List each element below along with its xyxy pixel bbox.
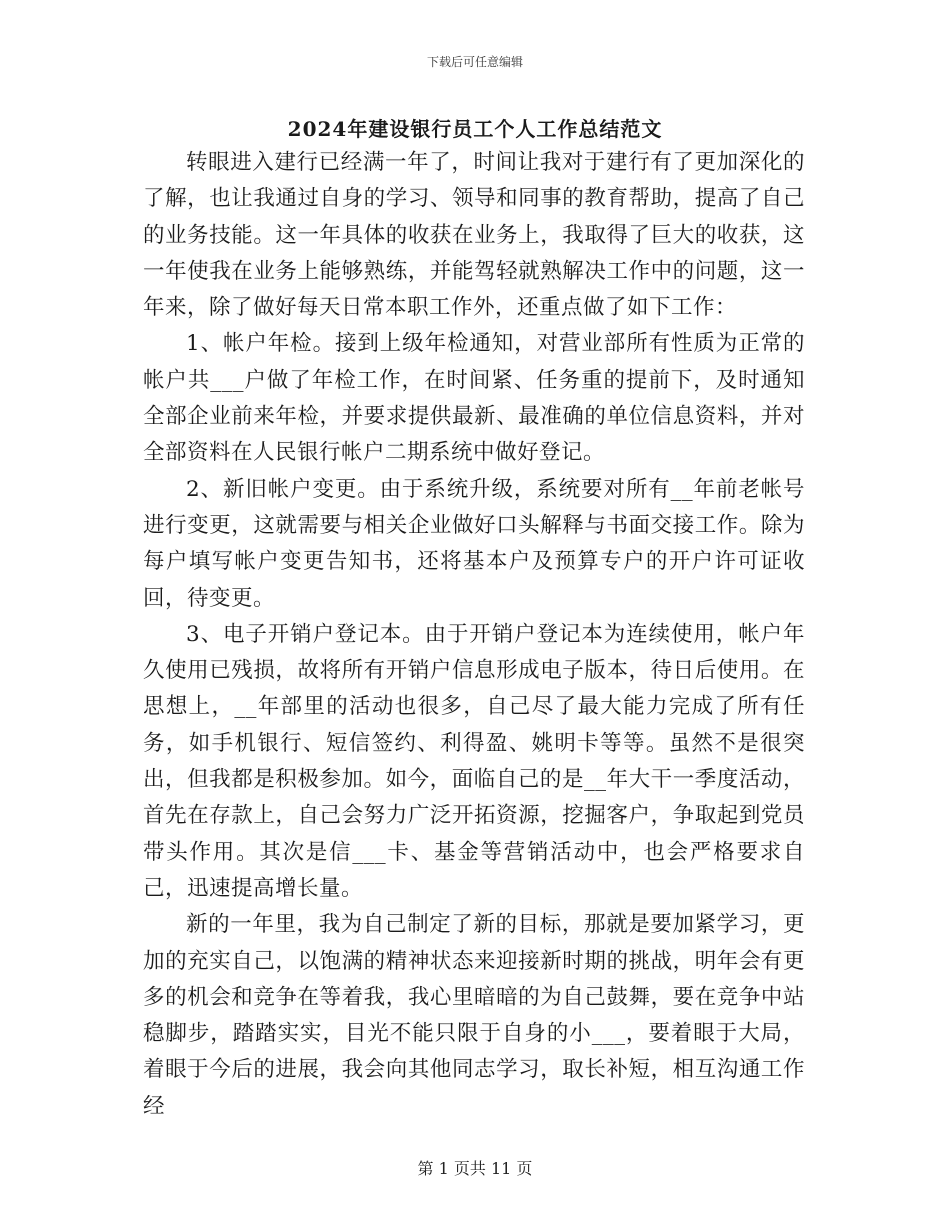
- page-footer: 第 1 页共 11 页: [417, 1159, 533, 1178]
- document-title: 2024年建设银行员工个人工作总结范文: [287, 117, 663, 141]
- header-note: 下载后可任意编辑: [426, 55, 523, 69]
- paragraph-item-1: 1、帐户年检。接到上级年检通知，对营业部所有性质为正常的帐户共___户做了年检工作，在时间紧、任务重的提前下，及时通知全部企业前来年检，并要求提供最新、最准确的单位信息资料，并对全部资料在人民银行帐户二期系统中做好登记。: [143, 331, 805, 466]
- paragraph-item-2: 2、新旧帐户变更。由于系统升级，系统要对所有__年前老帐号进行变更，这就需要与相关企业做好口头解释与书面交接工作。除为每户填写帐户变更告知书，还将基本户及预算专户的开户许可证收回，待变更。: [143, 476, 805, 611]
- paragraph-intro: 转眼进入建行已经满一年了，时间让我对于建行有了更加深化的了解，也让我通过自身的学习、领导和同事的教育帮助，提高了自己的业务技能。这一年具体的收获在业务上，我取得了巨大的收获，这一年使我在业务上能够熟练，并能驾轻就熟解决工作中的问题，这一年来，除了做好每天日常本职工作外，还重点做了如下工作：: [143, 150, 805, 321]
- document-body: [143, 145, 805, 1125]
- paragraph-item-3: 3、电子开销户登记本。由于开销户登记本为连续使用，帐户年久使用已残损，故将所有开销户信息形成电子版本，待日后使用。在思想上，__年部里的活动也很多，自己尽了最大能力完成了所有任务，如手机银行、短信签约、利得盈、姚明卡等等。虽然不是很突出，但我都是积极参加。如今，面临自己的是__年大干一季度活动，首先在存款上，自己会努力广泛开拓资源，挖掘客户，争取起到党员带头作用。其次是信___卡、基金等营销活动中，也会严格要求自己，迅速提高增长量。: [143, 621, 805, 901]
- paragraph-new-year: 新的一年里，我为自己制定了新的目标，那就是要加紧学习，更加的充实自己，以饱满的精神状态来迎接新时期的挑战，明年会有更多的机会和竞争在等着我，我心里暗暗的为自己鼓舞，要在竞争中站稳脚步，踏踏实实，目光不能只限于自身的小___，要着眼于大局，着眼于今后的进展，我会向其他同志学习，取长补短，相互沟通工作经: [143, 912, 805, 1119]
